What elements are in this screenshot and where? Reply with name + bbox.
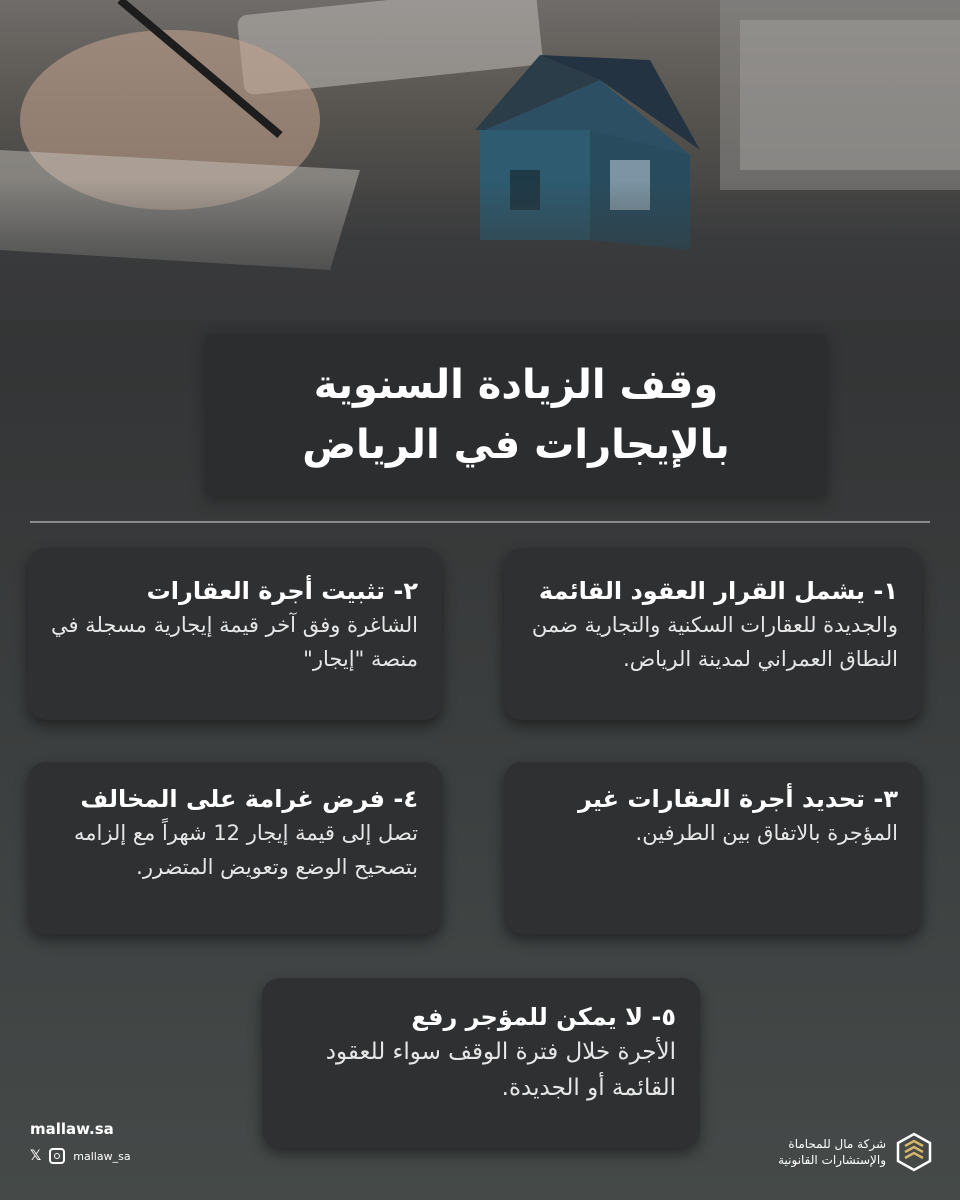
hero-fade	[0, 180, 960, 320]
card-heading: ٣- تحديد أجرة العقارات غير	[577, 785, 898, 813]
mal-logo-icon	[896, 1132, 932, 1172]
card-body: والجديدة للعقارات السكنية والتجارية ضمن النطاق العمراني لمدينة الرياض.	[531, 613, 898, 671]
info-card-1	[504, 548, 922, 720]
social-handle[interactable]: mallaw_sa	[73, 1149, 131, 1163]
title-line-1: وقف الزيادة السنوية	[313, 362, 719, 408]
footer-contact	[30, 1120, 131, 1164]
hero-photo	[0, 0, 960, 320]
info-card-2	[28, 548, 442, 720]
card-body: تصل إلى قيمة إيجار 12 شهراً مع إلزامه بتصحيح الوضع وتعويض المتضرر.	[74, 821, 418, 879]
firm-name-line-2: والإستشارات القانونية	[778, 1153, 886, 1167]
card-heading: ١- يشمل القرار العقود القائمة	[538, 577, 898, 605]
social-row	[30, 1148, 131, 1164]
info-card-3	[504, 762, 922, 934]
divider	[30, 521, 930, 523]
card-heading: ٥- لا يمكن للمؤجر رفع	[411, 1003, 676, 1031]
card-heading: ٢- تثبيت أجرة العقارات	[146, 577, 418, 605]
title-box	[206, 334, 826, 496]
card-body: المؤجرة بالاتفاق بين الطرفين.	[635, 821, 898, 845]
x-icon[interactable]: 𝕏	[30, 1148, 42, 1164]
card-body: الشاغرة وفق آخر قيمة إيجارية مسجلة في منصة "إيجار"	[50, 613, 418, 671]
firm-branding	[778, 1132, 932, 1172]
website-link[interactable]: mallaw.sa	[30, 1120, 114, 1138]
instagram-icon[interactable]	[49, 1148, 65, 1164]
firm-name	[778, 1136, 886, 1168]
laptop-shape	[720, 0, 960, 190]
title-line-2: بالإيجارات في الرياض	[302, 422, 730, 468]
firm-name-line-1: شركة مال للمحاماة	[788, 1137, 886, 1151]
info-card-4	[28, 762, 442, 934]
card-heading: ٤- فرض غرامة على المخالف	[80, 785, 418, 813]
info-card-5	[262, 978, 700, 1148]
card-body: الأجرة خلال فترة الوقف سواء للعقود القائمة أو الجديدة.	[325, 1039, 676, 1101]
